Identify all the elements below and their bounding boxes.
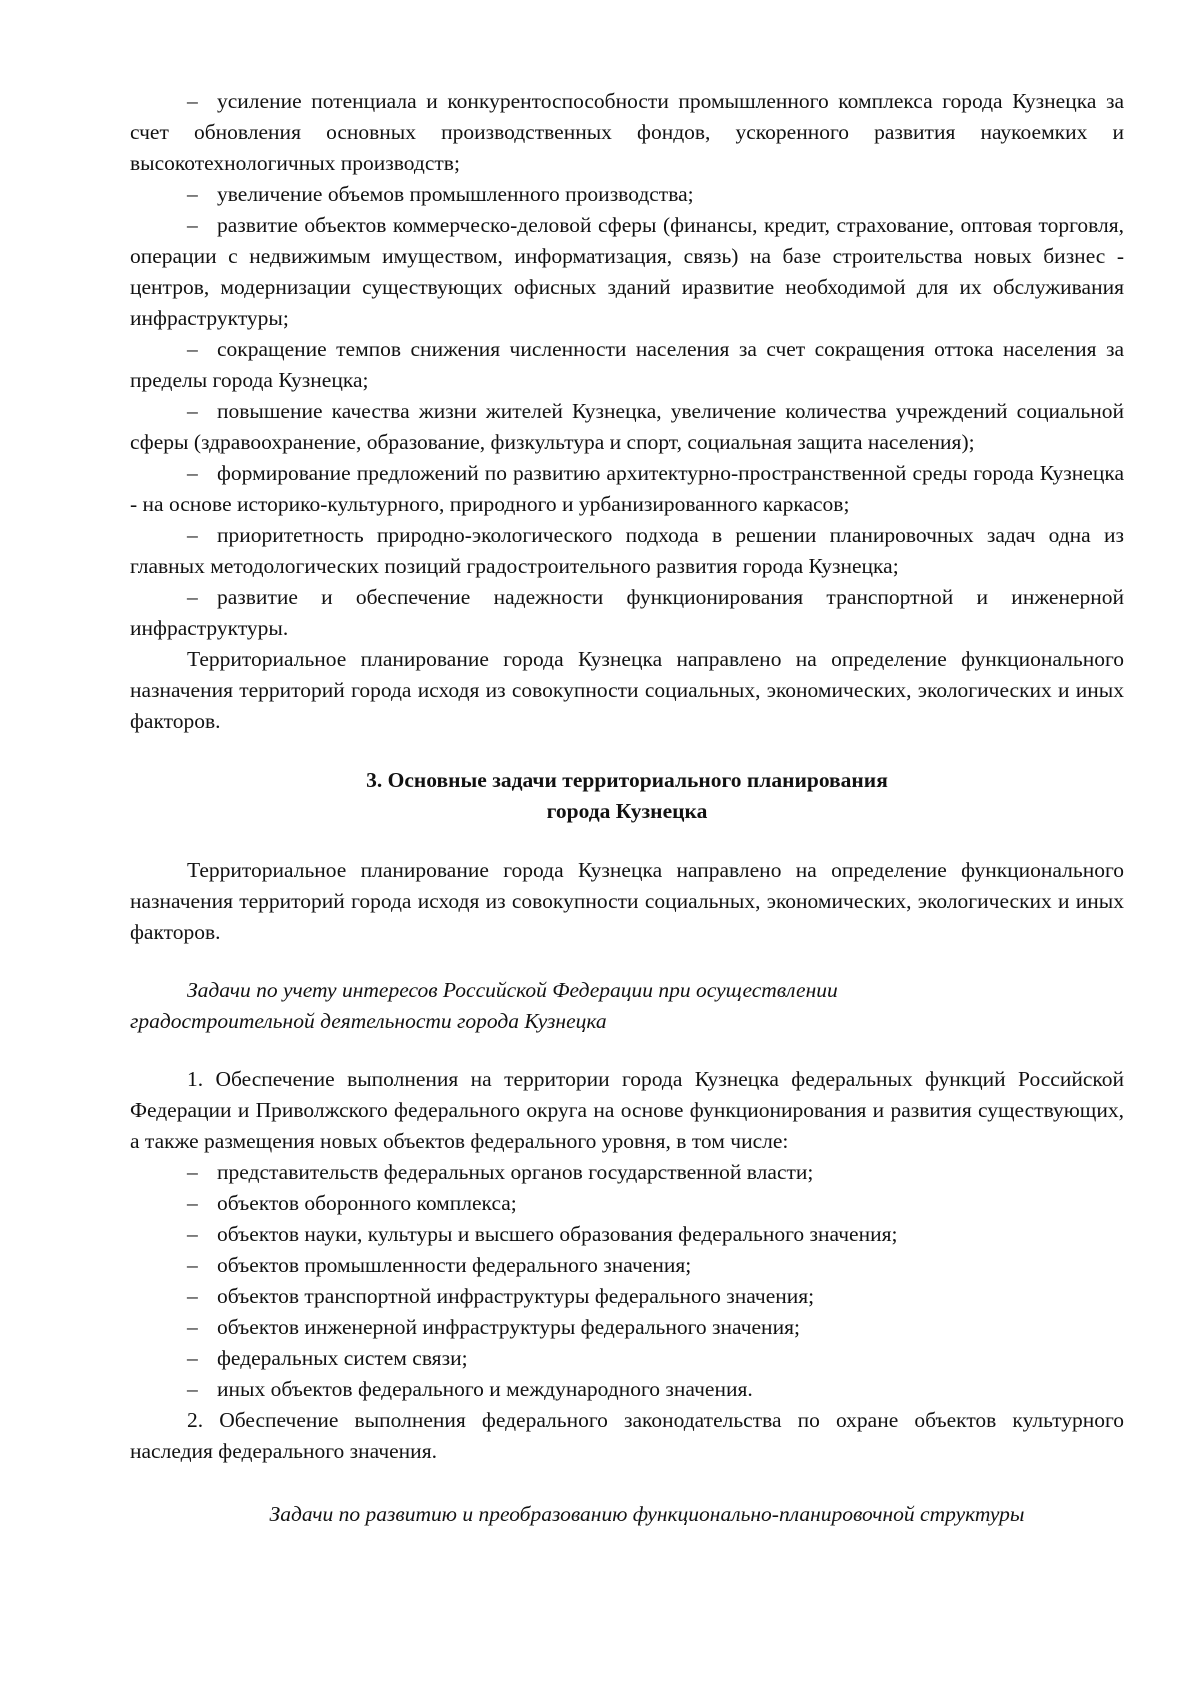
document-page [130, 86, 1124, 1530]
numbered-item-1: 1. Обеспечение выполнения на территории города Кузнецка федеральных функций Российской Федерации и Приволжского федерального округа на основе функционирования и развития существующих, а также размещения новых объектов федерального уровня, в том числе: [130, 1067, 1124, 1153]
subheading-line-2: градостроительной деятельности города Кузнецка [130, 1009, 607, 1033]
section-title-line-2: города Кузнецка [546, 799, 708, 823]
list-item: – объектов оборонного комплекса; [187, 1188, 1124, 1219]
dash-marker: – [187, 213, 198, 237]
section-title-line-1: 3. Основные задачи территориального планирования [366, 768, 888, 792]
dash-marker: – [187, 1253, 198, 1277]
list-item: – иных объектов федерального и международного значения. [187, 1374, 1124, 1405]
dash-marker: – [187, 1160, 198, 1184]
dash-marker: – [187, 337, 198, 361]
bullet-item: – формирование предложений по развитию архитектурно-пространственной среды города Кузнецка - на основе историко-культурного, природного и урбанизированного каркасов; [130, 458, 1124, 520]
dash-marker: – [187, 1377, 198, 1401]
paragraph-planning: Территориальное планирование города Кузнецка направлено на определение функционального назначения территорий города исходя из совокупности социальных, экономических, экологических и иных факторов. [130, 647, 1124, 733]
subheading-functional-structure: Задачи по развитию и преобразованию функционально-планировочной структуры [269, 1502, 1025, 1526]
list-item: – федеральных систем связи; [187, 1343, 1124, 1374]
dash-marker: – [187, 523, 198, 547]
numbered-item-2: 2. Обеспечение выполнения федерального законодательства по охране объектов культурного наследия федерального значения. [130, 1408, 1124, 1463]
dash-marker: – [187, 585, 198, 609]
dash-marker: – [187, 1346, 198, 1370]
dash-marker: – [187, 399, 198, 423]
list-item: – объектов науки, культуры и высшего образования федерального значения; [187, 1219, 1124, 1250]
bullet-item: – повышение качества жизни жителей Кузнецка, увеличение количества учреждений социальной сферы (здравоохранение, образование, физкультура и спорт, социальная защита населения); [130, 396, 1124, 458]
bullet-item: – развитие и обеспечение надежности функционирования транспортной и инженерной инфраструктуры. [130, 582, 1124, 644]
bullet-item: – усиление потенциала и конкурентоспособности промышленного комплекса города Кузнецка за счет обновления основных производственных фондов, ускоренного развития наукоемких и высокотехнологичных производств; [130, 86, 1124, 179]
dash-marker: – [187, 1315, 198, 1339]
dash-marker: – [187, 1222, 198, 1246]
dash-marker: – [187, 89, 198, 113]
dash-marker: – [187, 1191, 198, 1215]
list-item: – объектов инженерной инфраструктуры федерального значения; [187, 1312, 1124, 1343]
dash-marker: – [187, 182, 198, 206]
list-item: – объектов транспортной инфраструктуры федерального значения; [187, 1281, 1124, 1312]
dash-marker: – [187, 461, 198, 485]
list-item: – объектов промышленности федерального значения; [187, 1250, 1124, 1281]
bullet-item: – сокращение темпов снижения численности населения за счет сокращения оттока населения за пределы города Кузнецка; [130, 334, 1124, 396]
subheading-federal-interests [130, 975, 1124, 1037]
dash-marker: – [187, 1284, 198, 1308]
bullet-item: – приоритетность природно-экологического подхода в решении планировочных задач одна из главных методологических позиций градостроительного развития города Кузнецка; [130, 520, 1124, 582]
bullet-item: – развитие объектов коммерческо-деловой сферы (финансы, кредит, страхование, оптовая торговля, операции с недвижимым имуществом, информатизация, связь) на базе строительства новых бизнес - центров, модернизации существующих офисных зданий иразвитие необходимой для их обслуживания инфраструктуры; [130, 210, 1124, 334]
federal-objects-list [130, 1157, 1124, 1405]
section-heading [130, 765, 1124, 827]
subheading-line-1: Задачи по учету интересов Российской Федерации при осуществлении [187, 978, 838, 1002]
list-item: – представительств федеральных органов государственной власти; [187, 1157, 1124, 1188]
bullet-item: – увеличение объемов промышленного производства; [130, 179, 1124, 210]
section-intro-paragraph: Территориальное планирование города Кузнецка направлено на определение функционального назначения территорий города исходя из совокупности социальных, экономических, экологических и иных факторов. [130, 858, 1124, 944]
